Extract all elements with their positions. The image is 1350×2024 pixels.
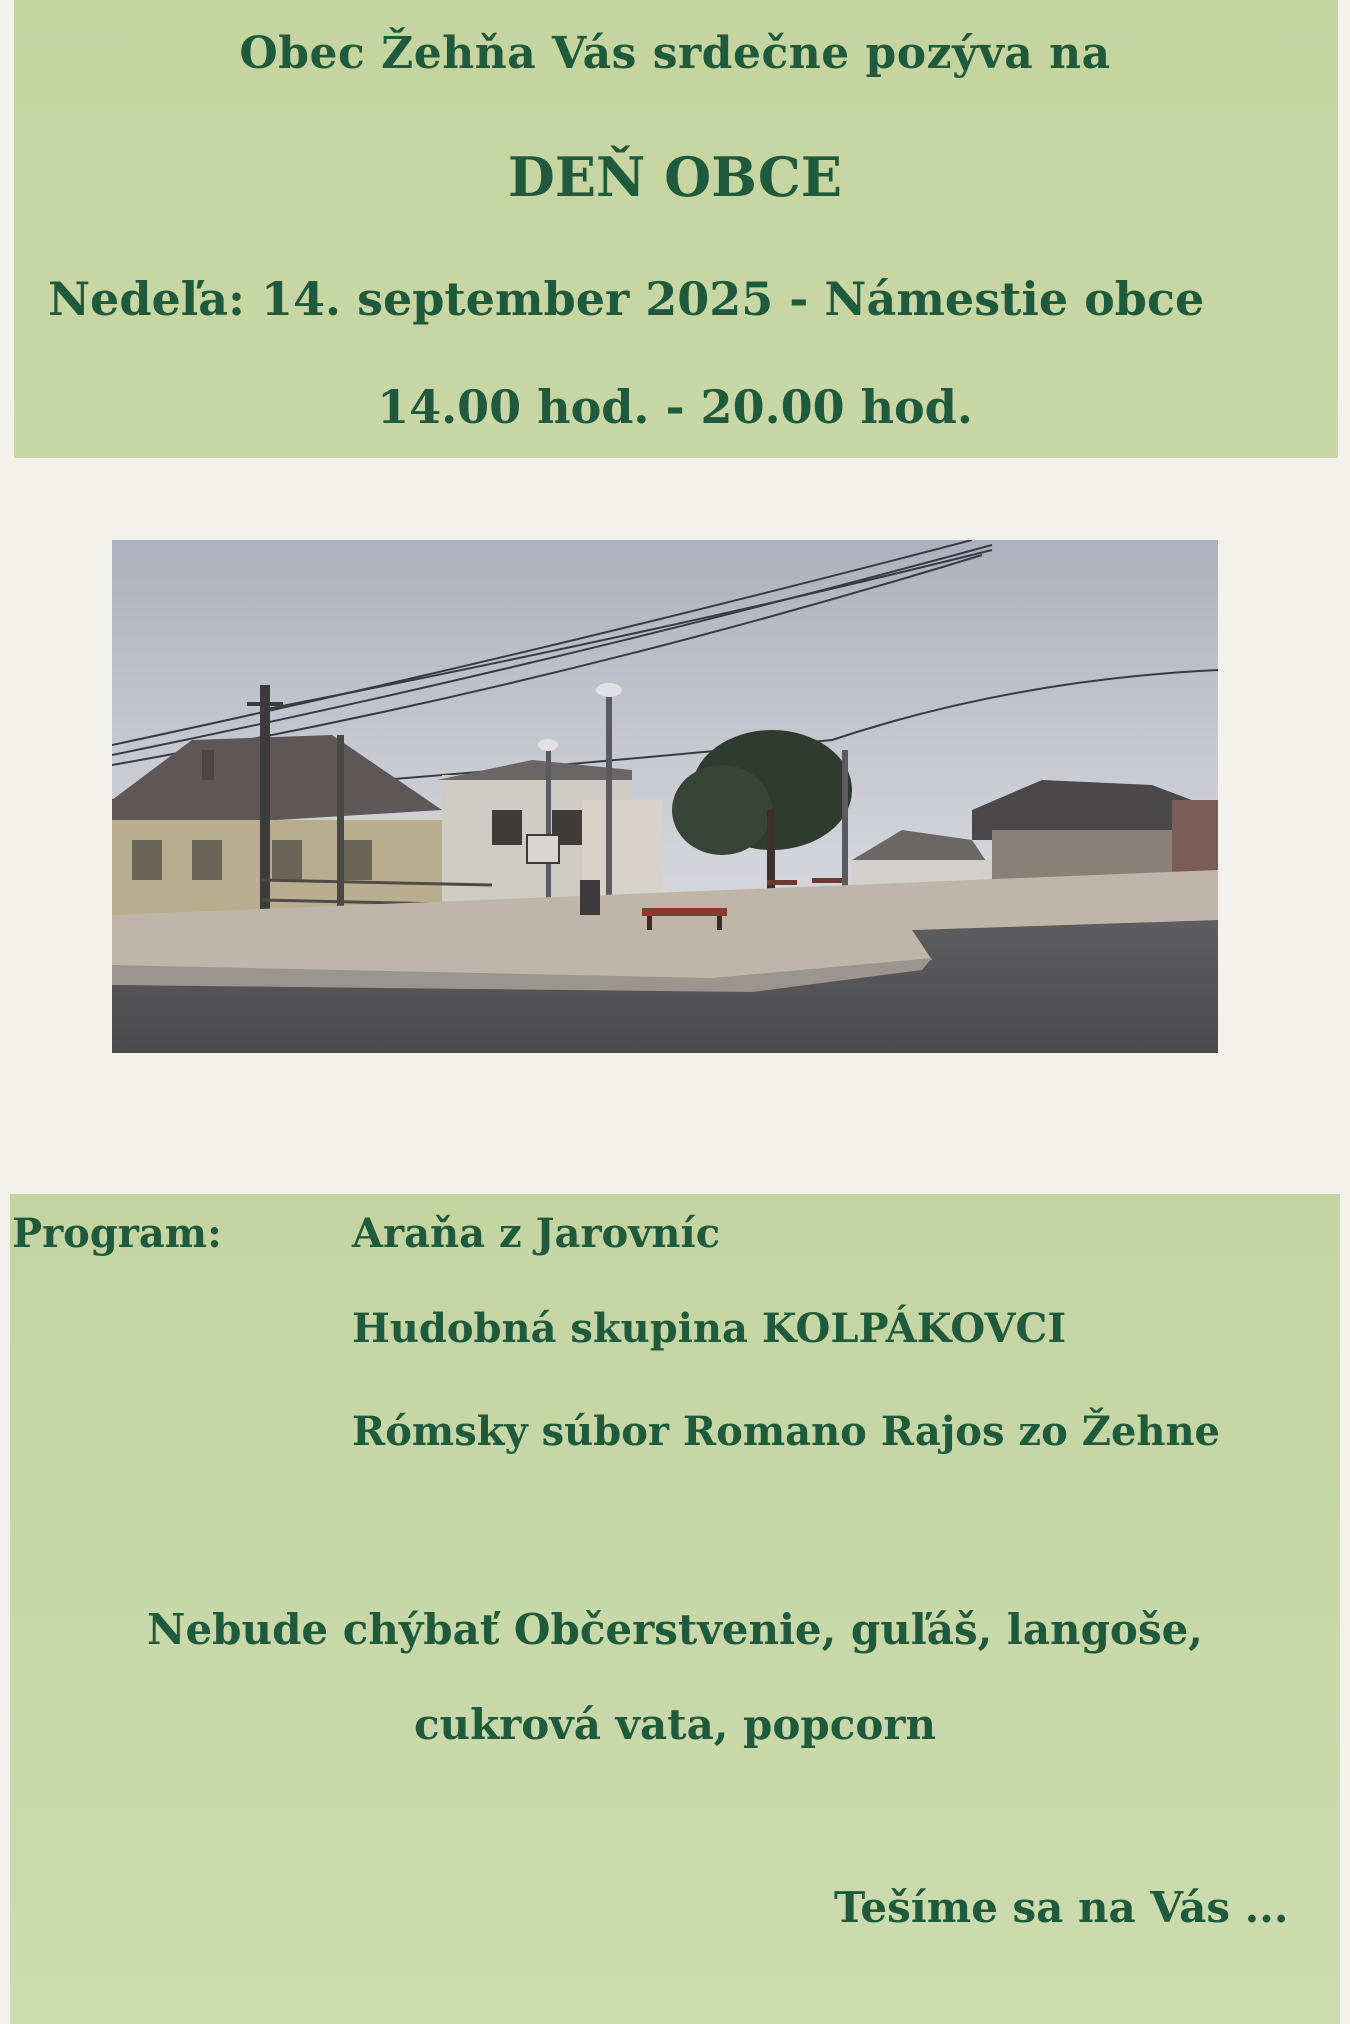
- event-title: DEŇ OBCE: [508, 145, 842, 209]
- program-item: Hudobná skupina KOLPÁKOVCI: [352, 1305, 1067, 1352]
- village-square-photo: [112, 540, 1218, 1053]
- invitation-headline: Obec Žehňa Vás srdečne pozýva na: [239, 28, 1111, 79]
- program-item: Araňa z Jarovníc: [352, 1210, 721, 1257]
- event-time: 14.00 hod. - 20.00 hod.: [377, 380, 973, 434]
- refreshments-line-2: cukrová vata, popcorn: [413, 1700, 937, 1749]
- program-label: Program:: [12, 1210, 222, 1257]
- refreshments-line-1: Nebude chýbať Občerstvenie, guľáš, langoše,: [147, 1605, 1203, 1654]
- program-item: Rómsky súbor Romano Rajos zo Žehne: [352, 1408, 1221, 1455]
- closing-message: Tešíme sa na Vás ...: [834, 1883, 1289, 1932]
- event-date-location: Nedeľa: 14. september 2025 - Námestie obce: [48, 272, 1205, 326]
